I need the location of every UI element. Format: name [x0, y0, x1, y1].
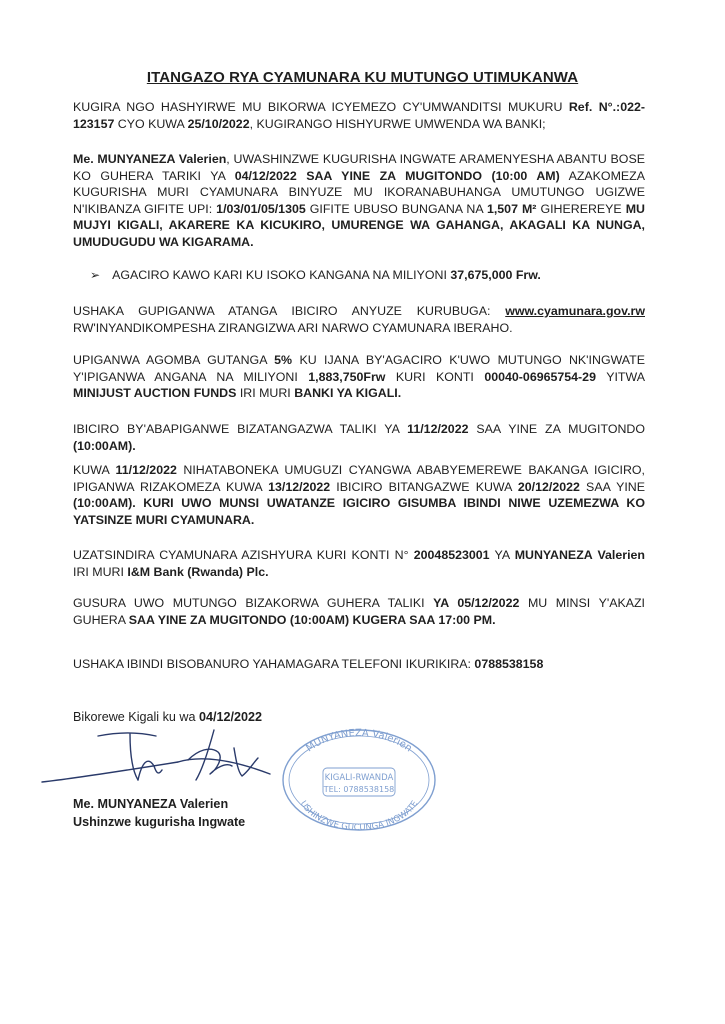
stamp-seal [275, 722, 440, 832]
signer-name: Me. MUNYANEZA Valerien [73, 797, 229, 811]
parcel-location: MU MUJYI KIGALI, AKARERE KA KICUKIRO, UMURENGE WA GAHANGA, AKAGALI KA NUNGA, UMUDUGUDU WA KIGARAMA. [73, 201, 645, 249]
payment-bank: I&M Bank (Rwanda) Plc. [127, 564, 269, 579]
paragraph-intro: KUGIRA NGO HASHYIRWE MU BIKORWA ICYEMEZO CY'UMWANDITSI MUKURU Ref. N°.:022-123157 CYO KUWA 25/10/2022, KUGIRANGO HISHYURWE UMWENDA WA BANKI; [73, 100, 645, 131]
deposit-bank: BANKI YA KIGALI. [294, 386, 402, 400]
deposit-amount: 1,883,750Frw [308, 369, 386, 384]
decision-date: 25/10/2022 [187, 116, 250, 131]
results-date: 11/12/2022 [407, 422, 469, 436]
paragraph-payment: UZATSINDIRA CYAMUNARA AZISHYURA KURI KONTI N° 20048523001 YA MUNYANEZA Valerien IRI MURI I&M Bank (Rwanda) Plc. [73, 548, 645, 579]
visit-hours: SAA YINE ZA MUGITONDO (10:00AM) KUGERA SAA 17:00 PM. [128, 612, 496, 627]
reference-label: Ref. N°.: [568, 100, 621, 114]
results-time: (10:00AM). [73, 438, 136, 453]
signed-date: 04/12/2022 [199, 710, 263, 724]
paragraph-bidding-site: USHAKA GUPIGANWA ATANGA IBICIRO ANYUZE KURUBUGA: www.cyamunara.gov.rw RW'INYANDIKOMPESHA ZIRANGIZWA ARI NARWO CYAMUNARA IBERAHO. [73, 304, 645, 335]
deposit-percent: 5% [274, 353, 293, 367]
payment-account: 20048523001 [413, 548, 490, 562]
contact-phone: 0788538158 [474, 657, 544, 671]
deposit-account: 00040-06965754-29 [484, 369, 596, 384]
parcel-area: 1,507 M² [486, 201, 537, 216]
deposit-account-name: MINIJUST AUCTION FUNDS [73, 386, 237, 400]
parcel-upi: 1/03/01/05/1305 [216, 201, 306, 216]
paragraph-contact: USHAKA IBINDI BISOBANURO YAHAMAGARA TELEFONI IKURIKIRA: 0788538158 [73, 657, 544, 671]
auction-website-link[interactable]: www.cyamunara.gov.rw [505, 304, 645, 318]
payment-account-holder: MUNYANEZA Valerien [514, 548, 645, 562]
stamp-role: USHINZWE GUCUNGA INGWATE [297, 799, 421, 832]
auction-start: 04/12/2022 SAA YINE ZA MUGITONDO (10:00 AM) [234, 168, 560, 183]
paragraph-continuation: KUWA 11/12/2022 NIHATABONEKA UMUGUZI CYANGWA ABABYEMEREWE BAKANGA IGICIRO, IPIGANWA RIZAKOMEZA KUWA 13/12/2022 IBICIRO BITANGAZWE KUWA 20/12/2022 SAA YINE (10:00AM). KURI UWO MUNSI UWATANZE IGICIRO GISUMBA IBINDI NIWE UZEMEZWA KO YATSINZE MURI CYAMUNARA. [73, 463, 645, 527]
stamp-phone: TEL: 0788538158 [323, 785, 395, 794]
stamp-name: MUNYANEZA Valerien [304, 727, 414, 755]
paragraph-announcement: Me. MUNYANEZA Valerien, UWASHINZWE KUGURISHA INGWATE ARAMENYESHA ABANTU BOSE KO GUHERA TARIKI YA 04/12/2022 SAA YINE ZA MUGITONDO (10:00 AM) AZAKOMEZA KUGURISHA MURI CYAMUNARA BINYUZE MU IKORANABUHANGA UMUTUNGO UGIZWE N'IKIBANZA GIFITE UPI: 1/03/01/05/1305 GIFITE UBUSO BUNGANA NA 1,507 M² GIHEREREYE MU MUJYI KIGALI, AKARERE KA KICUKIRO, UMURENGE WA GAHANGA, AKAGALI KA NUNGA, UMUDUGUDU WA KIGARAMA. [73, 152, 645, 249]
signed-place-date: Bikorewe Kigali ku wa 04/12/2022 [73, 710, 263, 724]
paragraph-deposit: UPIGANWA AGOMBA GUTANGA 5% KU IJANA BY'AGACIRO K'UWO MUTUNGO NK'INGWATE Y'IPIGANWA ANGANA NA MILIYONI 1,883,750Frw KURI KONTI 00040-06965754-29 YITWA MINIJUST AUCTION FUNDS IRI MURI BANKI YA KIGALI. [73, 353, 646, 400]
signer-role: Ushinzwe kugurisha Ingwate [73, 815, 246, 829]
announcer-name: Me. MUNYANEZA Valerien [73, 152, 227, 166]
reference-number: 022-123157 [73, 100, 645, 131]
paragraph-market-value: ➢ AGACIRO KAWO KARI KU ISOKO KANGANA NA MILIYONI 37,675,000 Frw. [90, 268, 541, 282]
arrow-bullet-icon: ➢ [90, 268, 101, 282]
market-value: 37,675,000 Frw. [450, 268, 541, 282]
document-title: ITANGAZO RYA CYAMUNARA KU MUTUNGO UTIMUKANWA [146, 69, 579, 86]
paragraph-visits: GUSURA UWO MUTUNGO BIZAKORWA GUHERA TALIKI YA 05/12/2022 MU MINSI Y'AKAZI GUHERA SAA YINE ZA MUGITONDO (10:00AM) KUGERA SAA 17:00 PM. [73, 596, 645, 627]
paragraph-results-date: IBICIRO BY'ABAPIGANWE BIZATANGAZWA TALIKI YA 11/12/2022 SAA YINE ZA MUGITONDO (10:00AM). [73, 422, 645, 453]
handwritten-signature [38, 722, 278, 794]
winner-rule: KURI UWO MUNSI UWATANZE IGICIRO GISUMBA IBINDI NIWE UZEMEZWA KO YATSINZE MURI CYAMUNARA. [73, 496, 645, 527]
stamp-city: KIGALI-RWANDA [324, 773, 394, 783]
visit-start-date: YA 05/12/2022 [433, 596, 520, 610]
